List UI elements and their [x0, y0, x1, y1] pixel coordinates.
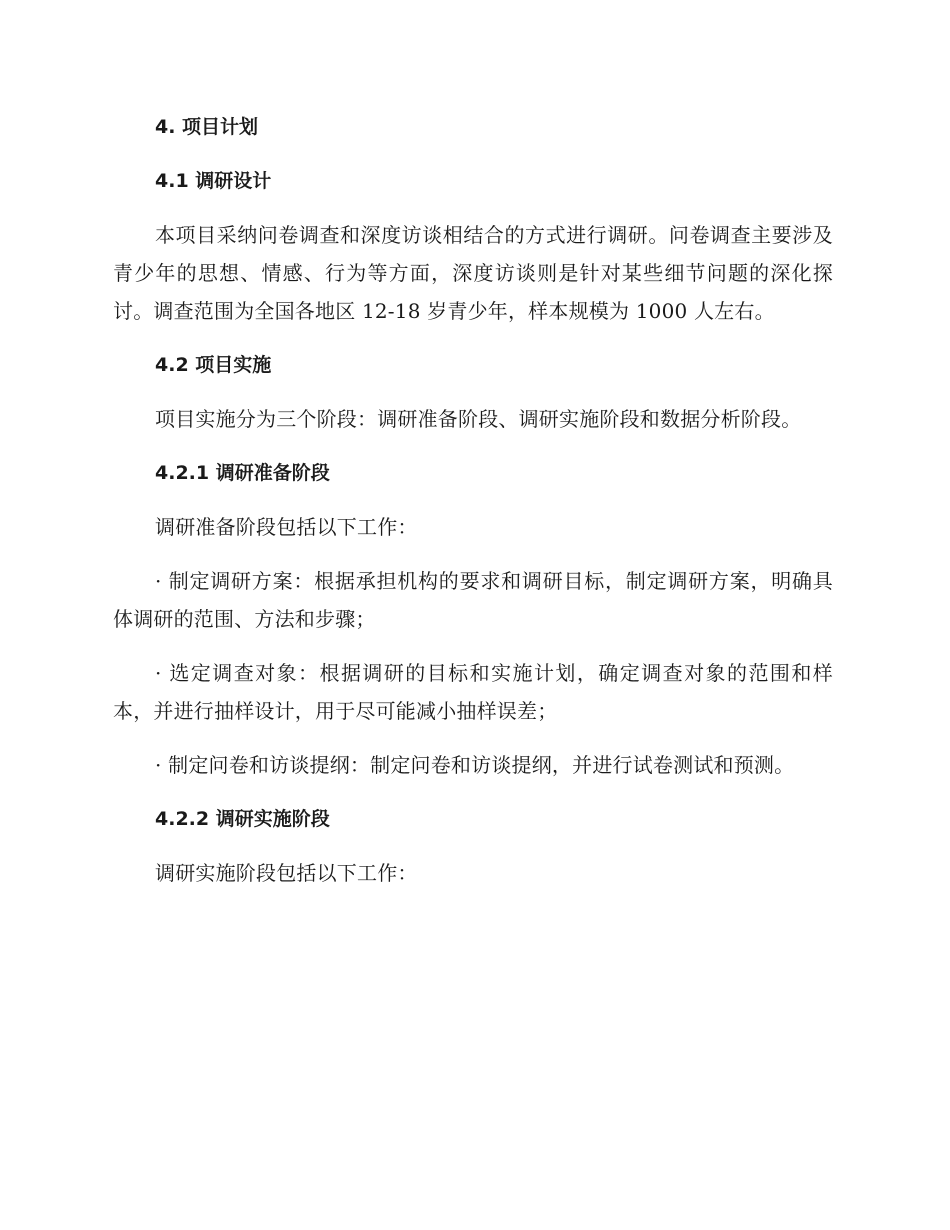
- paragraph-implementation-stages: 项目实施分为三个阶段：调研准备阶段、调研实施阶段和数据分析阶段。: [155, 407, 802, 431]
- paragraph-preparation-intro: 调研准备阶段包括以下工作：: [155, 515, 418, 539]
- paragraph-research-design: 本项目采纳问卷调查和深度访谈相结合的方式进行调研。问卷调查主要涉及青少年的思想、情感、行为等方面，深度访谈则是针对某些细节问题的深化探讨。调查范围为全国各地区 12-18 岁青少年，样本规模为 1000 人左右。: [113, 223, 833, 323]
- section-heading-4-2-2: 4.2.2 调研实施阶段: [155, 808, 330, 830]
- section-heading-4-1: 4.1 调研设计: [155, 170, 272, 192]
- paragraph-implementation-intro: 调研实施阶段包括以下工作：: [155, 861, 418, 885]
- section-heading-4-2: 4.2 项目实施: [155, 354, 272, 376]
- section-heading-4: 4. 项目计划: [155, 116, 259, 138]
- bullet-item-questionnaire: · 制定问卷和访谈提纲：制定问卷和访谈提纲，并进行试卷测试和预测。: [155, 753, 795, 777]
- bullet-item-subjects: · 选定调查对象：根据调研的目标和实施计划，确定调查对象的范围和样本，并进行抽样设计，用于尽可能减小抽样误差；: [113, 661, 833, 723]
- document-page: [113, 108, 833, 908]
- section-heading-4-2-1: 4.2.1 调研准备阶段: [155, 462, 330, 484]
- bullet-item-plan: · 制定调研方案：根据承担机构的要求和调研目标，制定调研方案，明确具体调研的范围、方法和步骤；: [113, 569, 833, 631]
